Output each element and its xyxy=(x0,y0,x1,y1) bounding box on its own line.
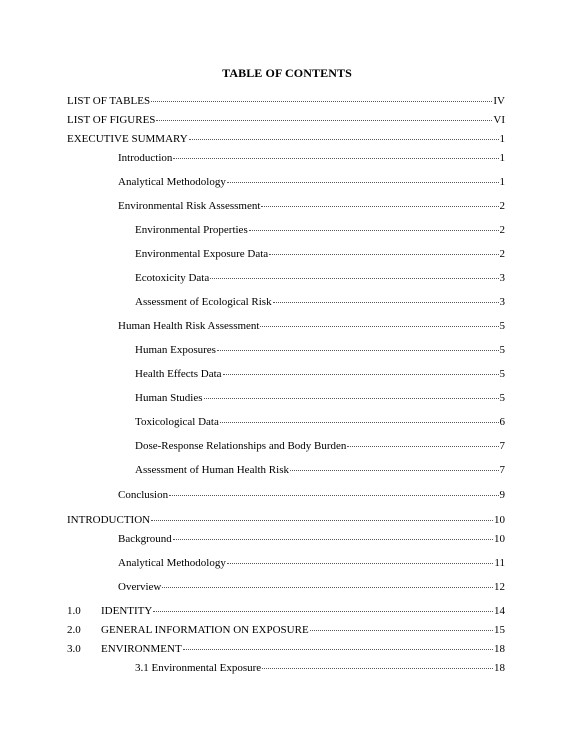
dot-leader xyxy=(183,649,493,650)
toc-entry-page: 5 xyxy=(499,344,505,356)
toc-entry-page: 7 xyxy=(499,464,505,476)
toc-entry-label: Human Health Risk Assessment xyxy=(118,320,260,332)
toc-entry[interactable] xyxy=(135,248,505,261)
dot-leader xyxy=(262,668,493,669)
toc-entry-page: 15 xyxy=(494,624,505,636)
toc-entry[interactable] xyxy=(67,114,505,127)
toc-entry-page: 2 xyxy=(499,200,505,212)
toc-entry-page: 3 xyxy=(499,296,505,308)
toc-entry[interactable] xyxy=(118,152,505,165)
dot-leader xyxy=(151,520,493,521)
toc-entry-label: Introduction xyxy=(118,152,173,164)
dot-leader xyxy=(223,374,499,375)
toc-entry-label: IDENTITY xyxy=(101,605,153,617)
toc-entry-page: 9 xyxy=(499,489,505,501)
toc-entry-page: 10 xyxy=(494,514,505,526)
toc-entry-label: INTRODUCTION xyxy=(67,514,151,526)
dot-leader xyxy=(227,563,494,564)
toc-entry-label: Conclusion xyxy=(118,489,169,501)
toc-entry-label: Environmental Exposure Data xyxy=(135,248,269,260)
toc-entry[interactable] xyxy=(67,624,505,637)
toc-entry[interactable] xyxy=(135,272,505,285)
toc-entry-label: Assessment of Ecological Risk xyxy=(135,296,272,308)
toc-entry-page: 14 xyxy=(494,605,505,617)
toc-entry[interactable] xyxy=(67,95,505,108)
toc-entry-page: 12 xyxy=(494,581,505,593)
toc-entry[interactable] xyxy=(67,133,505,146)
toc-entry[interactable] xyxy=(67,514,505,527)
toc-entry[interactable] xyxy=(135,464,505,477)
toc-entry-label: Dose-Response Relationships and Body Burden xyxy=(135,440,347,452)
toc-entry[interactable] xyxy=(118,176,505,189)
dot-leader xyxy=(173,539,493,540)
toc-entry-label: Human Studies xyxy=(135,392,203,404)
toc-entry-label: LIST OF FIGURES xyxy=(67,114,156,126)
dot-leader xyxy=(156,120,492,121)
toc-entry[interactable] xyxy=(135,662,505,675)
toc-entry-number: 2.0 xyxy=(67,624,81,636)
toc-entry-page: 5 xyxy=(499,320,505,332)
toc-entry[interactable] xyxy=(118,557,505,570)
toc-entry-page: 5 xyxy=(499,392,505,404)
dot-leader xyxy=(261,206,498,207)
dot-leader xyxy=(204,398,499,399)
toc-entry-label: Analytical Methodology xyxy=(118,176,226,188)
toc-entry[interactable] xyxy=(118,489,505,502)
toc-entry-label: Human Exposures xyxy=(135,344,216,356)
toc-entry-page: 1 xyxy=(499,176,505,188)
toc-entry-page: 5 xyxy=(499,368,505,380)
dot-leader xyxy=(249,230,499,231)
toc-entry-page: 1 xyxy=(499,152,505,164)
toc-entry-page: 2 xyxy=(499,224,505,236)
toc-entry-label: Health Effects Data xyxy=(135,368,222,380)
toc-entry-label: EXECUTIVE SUMMARY xyxy=(67,133,188,145)
dot-leader xyxy=(151,101,492,102)
toc-entry-page: 2 xyxy=(499,248,505,260)
dot-leader xyxy=(290,470,499,471)
toc-entry-label: Environmental Properties xyxy=(135,224,248,236)
dot-leader xyxy=(169,495,498,496)
toc-entry-page: 11 xyxy=(494,557,505,569)
toc-entry-page: 10 xyxy=(494,533,505,545)
toc-entry[interactable] xyxy=(135,440,505,453)
toc-entry[interactable] xyxy=(135,416,505,429)
dot-leader xyxy=(153,611,493,612)
toc-entry[interactable] xyxy=(67,643,505,656)
dot-leader xyxy=(347,446,498,447)
toc-entry-label: Environmental Risk Assessment xyxy=(118,200,261,212)
toc-entry[interactable] xyxy=(135,392,505,405)
dot-leader xyxy=(173,158,498,159)
dot-leader xyxy=(310,630,493,631)
toc-entry-page: 18 xyxy=(494,662,505,674)
toc-entry-page: VI xyxy=(493,114,505,126)
dot-leader xyxy=(210,278,498,279)
toc-entry-label: Analytical Methodology xyxy=(118,557,226,569)
toc-entry-number: 1.0 xyxy=(67,605,81,617)
toc-entry[interactable] xyxy=(135,296,505,309)
toc-entry[interactable] xyxy=(67,605,505,618)
toc-entry-label: Toxicological Data xyxy=(135,416,219,428)
toc-entry-page: 7 xyxy=(499,440,505,452)
dot-leader xyxy=(227,182,499,183)
dot-leader xyxy=(189,139,499,140)
toc-entry-label: ENVIRONMENT xyxy=(101,643,182,655)
toc-entry-label: GENERAL INFORMATION ON EXPOSURE xyxy=(101,624,309,636)
toc-entry-label: Overview xyxy=(118,581,162,593)
toc-entry[interactable] xyxy=(135,368,505,381)
toc-entry-page: 3 xyxy=(499,272,505,284)
toc-entry-page: 6 xyxy=(499,416,505,428)
toc-entry-label: Ecotoxicity Data xyxy=(135,272,210,284)
toc-entry-page: 18 xyxy=(494,643,505,655)
toc-entry[interactable] xyxy=(118,581,505,594)
toc-entry-label: 3.1 Environmental Exposure xyxy=(135,662,262,674)
dot-leader xyxy=(162,587,493,588)
toc-entry[interactable] xyxy=(118,200,505,213)
dot-leader xyxy=(260,326,498,327)
page-title: TABLE OF CONTENTS xyxy=(222,66,352,80)
toc-entry-page: 1 xyxy=(499,133,505,145)
toc-entry[interactable] xyxy=(118,533,505,546)
dot-leader xyxy=(269,254,498,255)
toc-entry-label: Assessment of Human Health Risk xyxy=(135,464,289,476)
toc-entry[interactable] xyxy=(135,224,505,237)
toc-entry-page: IV xyxy=(493,95,505,107)
toc-entry[interactable] xyxy=(135,344,505,357)
toc-entry-number: 3.0 xyxy=(67,643,81,655)
toc-entry[interactable] xyxy=(118,320,505,333)
dot-leader xyxy=(273,302,499,303)
toc-entry-label: LIST OF TABLES xyxy=(67,95,151,107)
dot-leader xyxy=(220,422,499,423)
dot-leader xyxy=(217,350,499,351)
toc-entry-label: Background xyxy=(118,533,172,545)
